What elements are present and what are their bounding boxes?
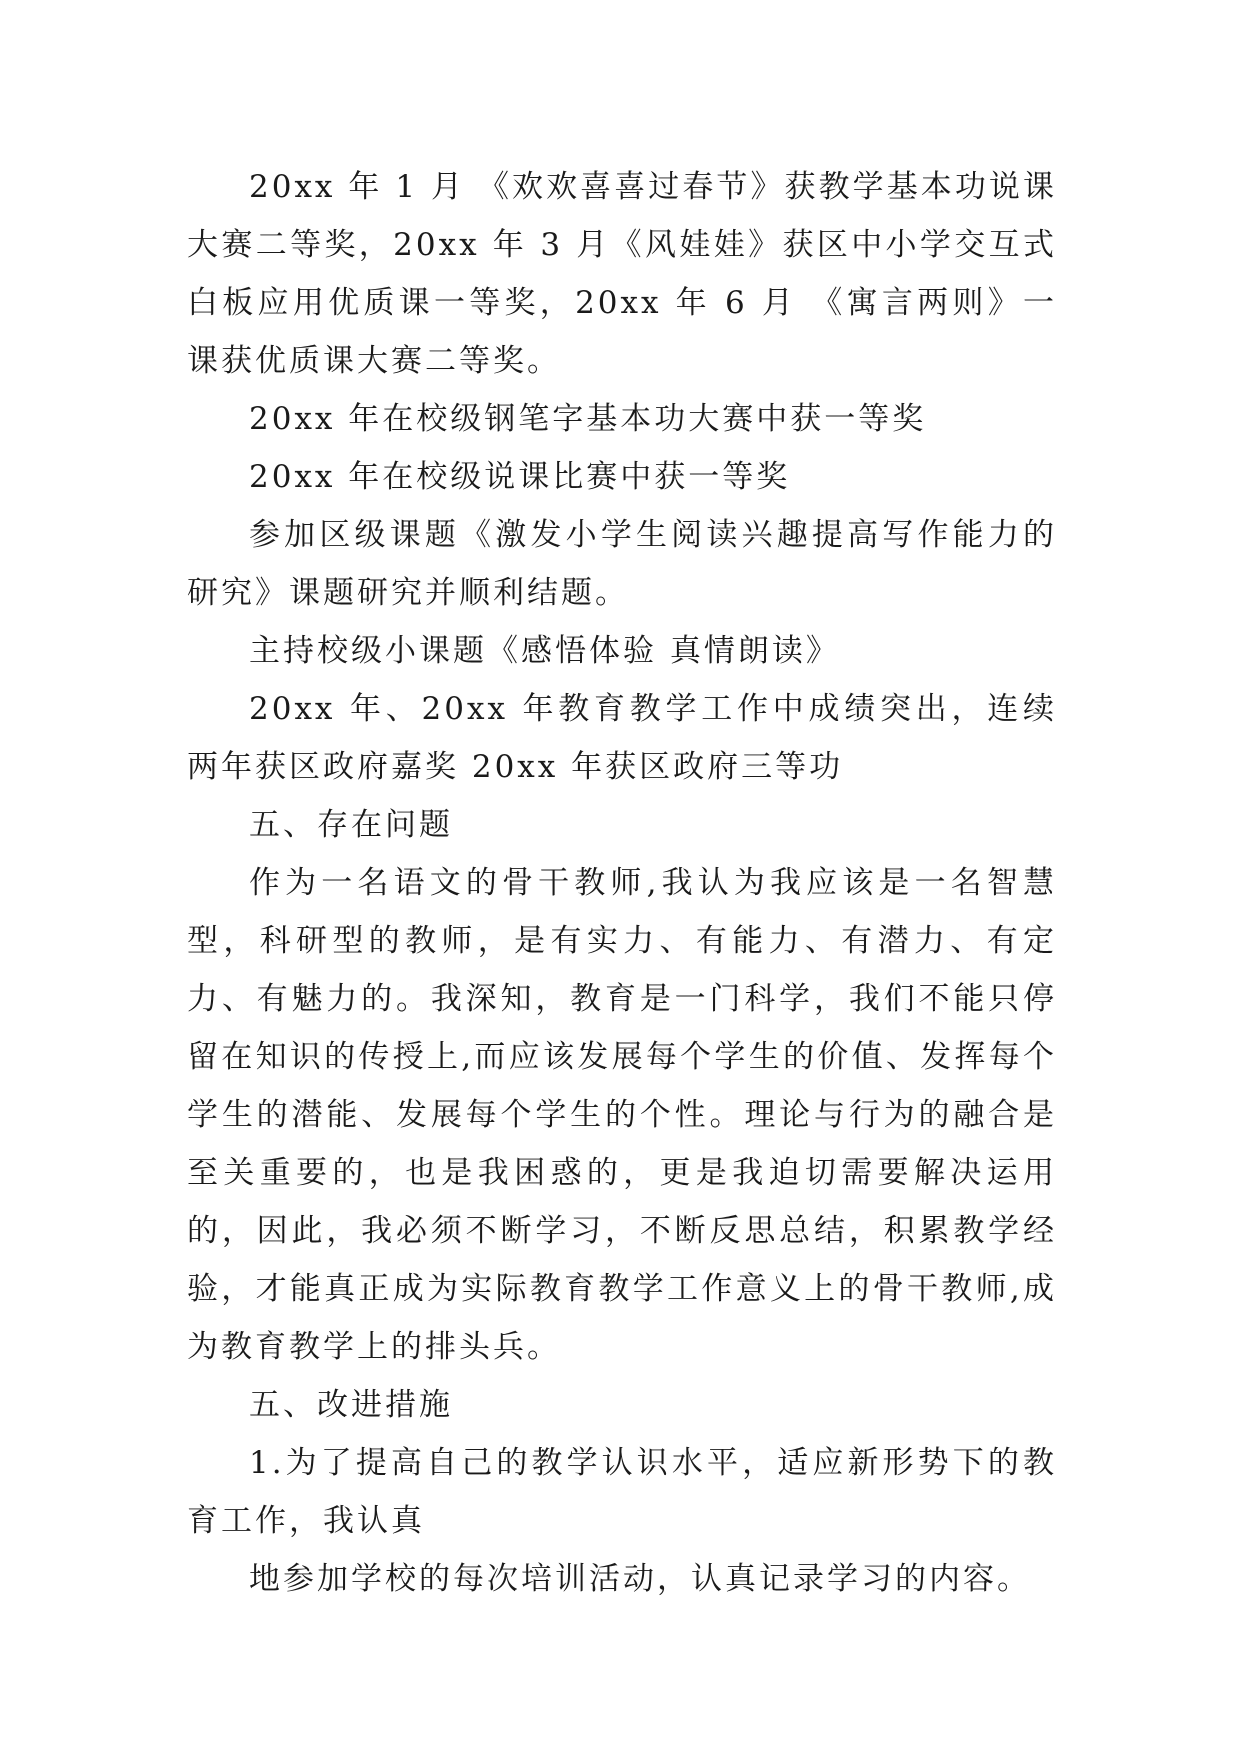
paragraph-school-project: 主持校级小课题《感悟体验 真情朗读》 [249,633,840,669]
paragraph-problems: 作为一名语文的骨干教师,我认为我应该是一名智慧型，科研型的教师，是有实力、有能力、有潜力、有定力、有魅力的。我深知，教育是一门科学，我们不能只停留在知识的传授上,而应该发展每个学生的价值、发挥每个学生的潜能、发展每个学生的个性。理论与行为的融合是至关重要的，也是我困惑的，更是我迫切需要解决运用的，因此，我必须不断学习，不断反思总结，积累教学经验，才能真正成为实际教育教学工作意义上的骨干教师,成为教育教学上的排头兵。 [187,865,1057,1365]
paragraph-district-research: 参加区级课题《激发小学生阅读兴趣提高写作能力的研究》课题研究并顺利结题。 [187,517,1057,611]
paragraph-improvement-1-continued: 地参加学校的每次培训活动，认真记录学习的内容。 [249,1561,1031,1597]
paragraph-government-honors: 20xx 年、20xx 年教育教学工作中成绩突出，连续两年获区政府嘉奖 20xx 年获区政府三等功 [187,691,1057,785]
paragraph-improvement-1: 1.为了提高自己的教学认识水平，适应新形势下的教育工作，我认真 [187,1445,1057,1539]
paragraph-lecture-award: 20xx 年在校级说课比赛中获一等奖 [249,459,791,495]
section-heading-improvements: 五、改进措施 [249,1387,453,1423]
section-heading-problems: 五、存在问题 [249,807,453,843]
document-body [187,158,1057,1608]
paragraph-calligraphy-award: 20xx 年在校级钢笔字基本功大赛中获一等奖 [249,401,927,437]
paragraph-awards-lessons: 20xx 年 1 月 《欢欢喜喜过春节》获教学基本功说课大赛二等奖，20xx 年 3 月《风娃娃》获区中小学交互式白板应用优质课一等奖，20xx 年 6 月 《寓言两则》一课获优质课大赛二等奖。 [187,169,1057,379]
